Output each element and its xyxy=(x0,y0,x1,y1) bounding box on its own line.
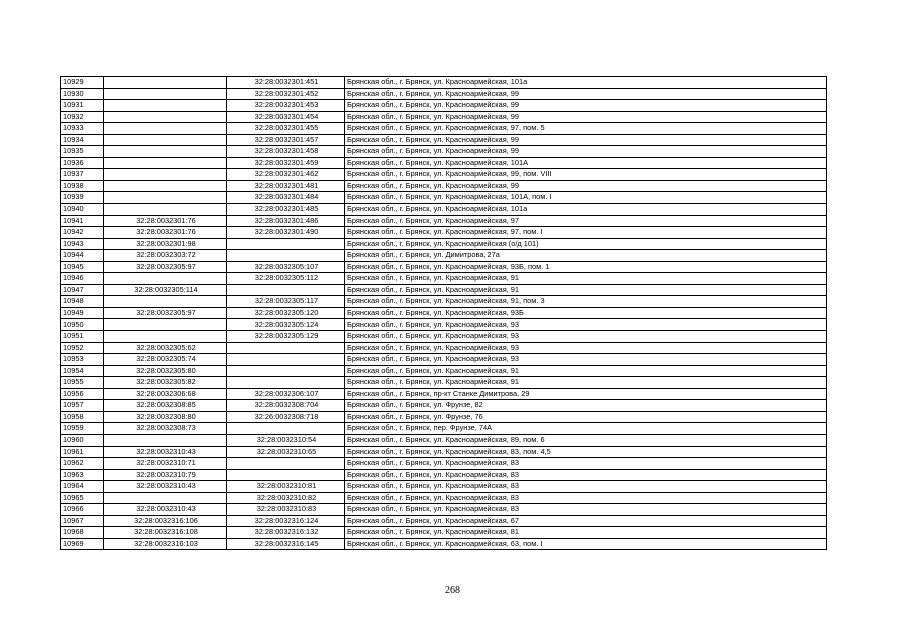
row-number-cell: 10945 xyxy=(61,261,104,273)
old-cadastral-number-cell xyxy=(104,192,227,204)
table-row xyxy=(61,458,827,470)
new-cadastral-number-cell: 32:26:0032308:718 xyxy=(227,411,345,423)
table-row xyxy=(61,180,827,192)
table-row xyxy=(61,411,827,423)
old-cadastral-number-cell: 32:28:0032316:106 xyxy=(104,515,227,527)
new-cadastral-number-cell xyxy=(227,458,345,470)
table-row xyxy=(61,111,827,123)
old-cadastral-number-cell xyxy=(104,111,227,123)
table-row xyxy=(61,388,827,400)
old-cadastral-number-cell: 32:28:0032305:74 xyxy=(104,354,227,366)
address-cell: Брянская обл., г. Брянск, ул. Красноармейская, 99 xyxy=(345,111,827,123)
table-row xyxy=(61,261,827,273)
table-row xyxy=(61,250,827,262)
new-cadastral-number-cell xyxy=(227,365,345,377)
new-cadastral-number-cell: 32:28:0032316:132 xyxy=(227,527,345,539)
old-cadastral-number-cell xyxy=(104,134,227,146)
old-cadastral-number-cell: 32:28:0032308:85 xyxy=(104,400,227,412)
old-cadastral-number-cell: 32:28:0032305:114 xyxy=(104,284,227,296)
table-row xyxy=(61,515,827,527)
table-row xyxy=(61,319,827,331)
old-cadastral-number-cell xyxy=(104,123,227,135)
table-row xyxy=(61,204,827,216)
new-cadastral-number-cell: 32:28:0032301:462 xyxy=(227,169,345,181)
row-number-cell: 10968 xyxy=(61,527,104,539)
table-row xyxy=(61,284,827,296)
new-cadastral-number-cell: 32:28:0032310:83 xyxy=(227,504,345,516)
old-cadastral-number-cell: 32:28:0032310:43 xyxy=(104,446,227,458)
table-row xyxy=(61,481,827,493)
table-row xyxy=(61,331,827,343)
row-number-cell: 10954 xyxy=(61,365,104,377)
row-number-cell: 10932 xyxy=(61,111,104,123)
table-row xyxy=(61,215,827,227)
row-number-cell: 10969 xyxy=(61,538,104,550)
address-cell: Брянская обл., г. Брянск, ул. Красноармейская, 83 xyxy=(345,481,827,493)
new-cadastral-number-cell: 32:28:0032301:484 xyxy=(227,192,345,204)
row-number-cell: 10948 xyxy=(61,296,104,308)
row-number-cell: 10950 xyxy=(61,319,104,331)
row-number-cell: 10933 xyxy=(61,123,104,135)
table-row xyxy=(61,377,827,389)
row-number-cell: 10947 xyxy=(61,284,104,296)
new-cadastral-number-cell: 32:28:0032305:124 xyxy=(227,319,345,331)
old-cadastral-number-cell: 32:28:0032316:108 xyxy=(104,527,227,539)
address-cell: Брянская обл., г. Брянск, ул. Красноармейская, 99 xyxy=(345,180,827,192)
table-row xyxy=(61,157,827,169)
old-cadastral-number-cell xyxy=(104,88,227,100)
row-number-cell: 10946 xyxy=(61,273,104,285)
old-cadastral-number-cell xyxy=(104,434,227,446)
old-cadastral-number-cell xyxy=(104,157,227,169)
new-cadastral-number-cell: 32:28:0032306:107 xyxy=(227,388,345,400)
old-cadastral-number-cell xyxy=(104,296,227,308)
new-cadastral-number-cell xyxy=(227,377,345,389)
row-number-cell: 10962 xyxy=(61,458,104,470)
address-cell: Брянская обл., г. Брянск, ул. Красноармейская, 81 xyxy=(345,527,827,539)
row-number-cell: 10943 xyxy=(61,238,104,250)
row-number-cell: 10965 xyxy=(61,492,104,504)
address-cell: Брянская обл., г. Брянск, ул. Красноармейская, 99 xyxy=(345,146,827,158)
new-cadastral-number-cell: 32:28:0032305:129 xyxy=(227,331,345,343)
page-number: 268 xyxy=(445,585,460,596)
new-cadastral-number-cell xyxy=(227,423,345,435)
new-cadastral-number-cell: 32:28:0032301:459 xyxy=(227,157,345,169)
new-cadastral-number-cell: 32:28:0032301:454 xyxy=(227,111,345,123)
address-cell: Брянская обл., г. Брянск, ул. Красноармейская, 93 xyxy=(345,342,827,354)
table-row xyxy=(61,238,827,250)
old-cadastral-number-cell xyxy=(104,77,227,89)
row-number-cell: 10952 xyxy=(61,342,104,354)
old-cadastral-number-cell: 32:28:0032305:62 xyxy=(104,342,227,354)
address-cell: Брянская обл., г. Брянск, ул. Фрунзе, 76 xyxy=(345,411,827,423)
address-cell: Брянская обл., г. Брянск, ул. Красноармейская, 89, пом. 6 xyxy=(345,434,827,446)
table-row xyxy=(61,134,827,146)
row-number-cell: 10964 xyxy=(61,481,104,493)
old-cadastral-number-cell: 32:28:0032301:76 xyxy=(104,215,227,227)
old-cadastral-number-cell xyxy=(104,319,227,331)
new-cadastral-number-cell: 32:28:0032301:458 xyxy=(227,146,345,158)
row-number-cell: 10949 xyxy=(61,307,104,319)
table-row xyxy=(61,77,827,89)
old-cadastral-number-cell: 32:28:0032305:82 xyxy=(104,377,227,389)
address-cell: Брянская обл., г. Брянск, ул. Красноармейская, 83 xyxy=(345,504,827,516)
row-number-cell: 10960 xyxy=(61,434,104,446)
old-cadastral-number-cell: 32:28:0032308:73 xyxy=(104,423,227,435)
address-cell: Брянская обл., г. Брянск, ул. Красноармейская, 67 xyxy=(345,515,827,527)
row-number-cell: 10953 xyxy=(61,354,104,366)
new-cadastral-number-cell xyxy=(227,469,345,481)
old-cadastral-number-cell: 32:28:0032310:71 xyxy=(104,458,227,470)
new-cadastral-number-cell: 32:28:0032301:457 xyxy=(227,134,345,146)
new-cadastral-number-cell: 32:28:0032301:485 xyxy=(227,204,345,216)
table-row xyxy=(61,365,827,377)
old-cadastral-number-cell: 32:28:0032301:76 xyxy=(104,227,227,239)
new-cadastral-number-cell: 32:28:0032305:117 xyxy=(227,296,345,308)
address-cell: Брянская обл., г. Брянск, ул. Красноармейская, 97, пом. I xyxy=(345,227,827,239)
row-number-cell: 10958 xyxy=(61,411,104,423)
new-cadastral-number-cell: 32:28:0032301:451 xyxy=(227,77,345,89)
new-cadastral-number-cell: 32:28:0032310:65 xyxy=(227,446,345,458)
old-cadastral-number-cell xyxy=(104,100,227,112)
address-cell: Брянская обл., г. Брянск, пер. Фрунзе, 74А xyxy=(345,423,827,435)
address-cell: Брянская обл., г. Брянск, ул. Красноармейская, 101а xyxy=(345,77,827,89)
old-cadastral-number-cell xyxy=(104,492,227,504)
new-cadastral-number-cell: 32:28:0032310:81 xyxy=(227,481,345,493)
new-cadastral-number-cell xyxy=(227,250,345,262)
new-cadastral-number-cell: 32:28:0032301:481 xyxy=(227,180,345,192)
old-cadastral-number-cell xyxy=(104,204,227,216)
old-cadastral-number-cell: 32:28:0032301:98 xyxy=(104,238,227,250)
table-row xyxy=(61,400,827,412)
new-cadastral-number-cell xyxy=(227,354,345,366)
row-number-cell: 10955 xyxy=(61,377,104,389)
row-number-cell: 10939 xyxy=(61,192,104,204)
table-row xyxy=(61,469,827,481)
old-cadastral-number-cell xyxy=(104,146,227,158)
new-cadastral-number-cell: 32:28:0032301:486 xyxy=(227,215,345,227)
row-number-cell: 10959 xyxy=(61,423,104,435)
old-cadastral-number-cell xyxy=(104,169,227,181)
new-cadastral-number-cell: 32:28:0032316:124 xyxy=(227,515,345,527)
address-cell: Брянская обл., г. Брянск, ул. Красноармейская, 91 xyxy=(345,377,827,389)
address-cell: Брянская обл., г. Брянск, ул. Красноармейская, 101а xyxy=(345,204,827,216)
new-cadastral-number-cell: 32:28:0032301:490 xyxy=(227,227,345,239)
new-cadastral-number-cell: 32:28:0032310:54 xyxy=(227,434,345,446)
new-cadastral-number-cell: 32:28:0032308:704 xyxy=(227,400,345,412)
old-cadastral-number-cell: 32:28:0032306:68 xyxy=(104,388,227,400)
table-row xyxy=(61,169,827,181)
address-cell: Брянская обл., г. Брянск, ул. Красноармейская, 93 xyxy=(345,319,827,331)
row-number-cell: 10930 xyxy=(61,88,104,100)
old-cadastral-number-cell: 32:28:0032310:79 xyxy=(104,469,227,481)
address-cell: Брянская обл., г. Брянск, ул. Красноармейская, 91, пом. 3 xyxy=(345,296,827,308)
table-row xyxy=(61,354,827,366)
address-cell: Брянская обл., г. Брянск, ул. Красноармейская, 99 xyxy=(345,100,827,112)
table-row xyxy=(61,342,827,354)
new-cadastral-number-cell: 32:28:0032301:452 xyxy=(227,88,345,100)
old-cadastral-number-cell: 32:28:0032305:97 xyxy=(104,307,227,319)
address-cell: Брянская обл., г. Брянск, ул. Красноармейская, 97 xyxy=(345,215,827,227)
address-cell: Брянская обл., г. Брянск, ул. Красноармейская, 101А xyxy=(345,157,827,169)
address-cell: Брянская обл., г. Брянск, ул. Красноармейская, 91 xyxy=(345,284,827,296)
row-number-cell: 10935 xyxy=(61,146,104,158)
table-row xyxy=(61,100,827,112)
address-cell: Брянская обл., г. Брянск, ул. Красноармейская, 99 xyxy=(345,88,827,100)
row-number-cell: 10941 xyxy=(61,215,104,227)
row-number-cell: 10961 xyxy=(61,446,104,458)
row-number-cell: 10937 xyxy=(61,169,104,181)
table-row xyxy=(61,492,827,504)
table-row xyxy=(61,227,827,239)
address-cell: Брянская обл., г. Брянск, ул. Красноармейская, 93Б xyxy=(345,307,827,319)
row-number-cell: 10936 xyxy=(61,157,104,169)
address-cell: Брянская обл., г. Брянск, ул. Красноармейская, 83 xyxy=(345,492,827,504)
table-row xyxy=(61,504,827,516)
new-cadastral-number-cell: 32:28:0032310:82 xyxy=(227,492,345,504)
address-cell: Брянская обл., г. Брянск, ул. Красноармейская, 97, пом. 5 xyxy=(345,123,827,135)
address-cell: Брянская обл., г. Брянск, ул. Красноармейская, 93 xyxy=(345,354,827,366)
address-cell: Брянская обл., г. Брянск, пр-кт Станке Димитрова, 29 xyxy=(345,388,827,400)
old-cadastral-number-cell: 32:28:0032308:80 xyxy=(104,411,227,423)
registry-table-body xyxy=(61,77,827,550)
old-cadastral-number-cell: 32:28:0032305:80 xyxy=(104,365,227,377)
address-cell: Брянская обл., г. Брянск, ул. Красноармейская, 93Б, пом. 1 xyxy=(345,261,827,273)
table-row xyxy=(61,527,827,539)
new-cadastral-number-cell: 32:28:0032301:455 xyxy=(227,123,345,135)
address-cell: Брянская обл., г. Брянск, ул. Красноармейская, 93 xyxy=(345,331,827,343)
address-cell: Брянская обл., г. Брянск, ул. Красноармейская, 83, пом. 4,5 xyxy=(345,446,827,458)
address-cell: Брянская обл., г. Брянск, ул. Красноармейская, 63, пом. I xyxy=(345,538,827,550)
row-number-cell: 10944 xyxy=(61,250,104,262)
address-cell: Брянская обл., г. Брянск, ул. Красноармейская, 99, пом. VIII xyxy=(345,169,827,181)
old-cadastral-number-cell xyxy=(104,273,227,285)
old-cadastral-number-cell xyxy=(104,180,227,192)
table-row xyxy=(61,434,827,446)
row-number-cell: 10963 xyxy=(61,469,104,481)
table-row xyxy=(61,146,827,158)
table-row xyxy=(61,296,827,308)
address-cell: Брянская обл., г. Брянск, ул. Димитрова, 27а xyxy=(345,250,827,262)
address-cell: Брянская обл., г. Брянск, ул. Красноармейская, 91 xyxy=(345,273,827,285)
table-row xyxy=(61,307,827,319)
row-number-cell: 10929 xyxy=(61,77,104,89)
address-cell: Брянская обл., г. Брянск, ул. Красноармейская, 83 xyxy=(345,469,827,481)
new-cadastral-number-cell: 32:28:0032305:120 xyxy=(227,307,345,319)
row-number-cell: 10956 xyxy=(61,388,104,400)
new-cadastral-number-cell: 32:28:0032305:112 xyxy=(227,273,345,285)
table-row xyxy=(61,273,827,285)
row-number-cell: 10951 xyxy=(61,331,104,343)
address-cell: Брянская обл., г. Брянск, ул. Красноармейская, 91 xyxy=(345,365,827,377)
row-number-cell: 10967 xyxy=(61,515,104,527)
old-cadastral-number-cell: 32:28:0032305:97 xyxy=(104,261,227,273)
new-cadastral-number-cell xyxy=(227,238,345,250)
new-cadastral-number-cell: 32:28:0032316:145 xyxy=(227,538,345,550)
table-row xyxy=(61,123,827,135)
old-cadastral-number-cell: 32:28:0032310:43 xyxy=(104,504,227,516)
new-cadastral-number-cell: 32:28:0032305:107 xyxy=(227,261,345,273)
row-number-cell: 10957 xyxy=(61,400,104,412)
table-row xyxy=(61,446,827,458)
old-cadastral-number-cell: 32:28:0032316:103 xyxy=(104,538,227,550)
table-row xyxy=(61,538,827,550)
old-cadastral-number-cell xyxy=(104,331,227,343)
registry-table xyxy=(60,76,827,550)
old-cadastral-number-cell: 32:28:0032310:43 xyxy=(104,481,227,493)
row-number-cell: 10931 xyxy=(61,100,104,112)
address-cell: Брянская обл., г. Брянск, ул. Красноармейская (о/д 101) xyxy=(345,238,827,250)
row-number-cell: 10940 xyxy=(61,204,104,216)
address-cell: Брянская обл., г. Брянск, ул. Красноармейская, 83 xyxy=(345,458,827,470)
new-cadastral-number-cell: 32:28:0032301:453 xyxy=(227,100,345,112)
old-cadastral-number-cell: 32:28:0032303:72 xyxy=(104,250,227,262)
table-row xyxy=(61,192,827,204)
row-number-cell: 10966 xyxy=(61,504,104,516)
address-cell: Брянская обл., г. Брянск, ул. Красноармейская, 99 xyxy=(345,134,827,146)
new-cadastral-number-cell xyxy=(227,342,345,354)
address-cell: Брянская обл., г. Брянск, ул. Фрунзе, 82 xyxy=(345,400,827,412)
new-cadastral-number-cell xyxy=(227,284,345,296)
row-number-cell: 10934 xyxy=(61,134,104,146)
table-row xyxy=(61,423,827,435)
table-row xyxy=(61,88,827,100)
address-cell: Брянская обл., г. Брянск, ул. Красноармейская, 101А, пом. I xyxy=(345,192,827,204)
row-number-cell: 10938 xyxy=(61,180,104,192)
row-number-cell: 10942 xyxy=(61,227,104,239)
